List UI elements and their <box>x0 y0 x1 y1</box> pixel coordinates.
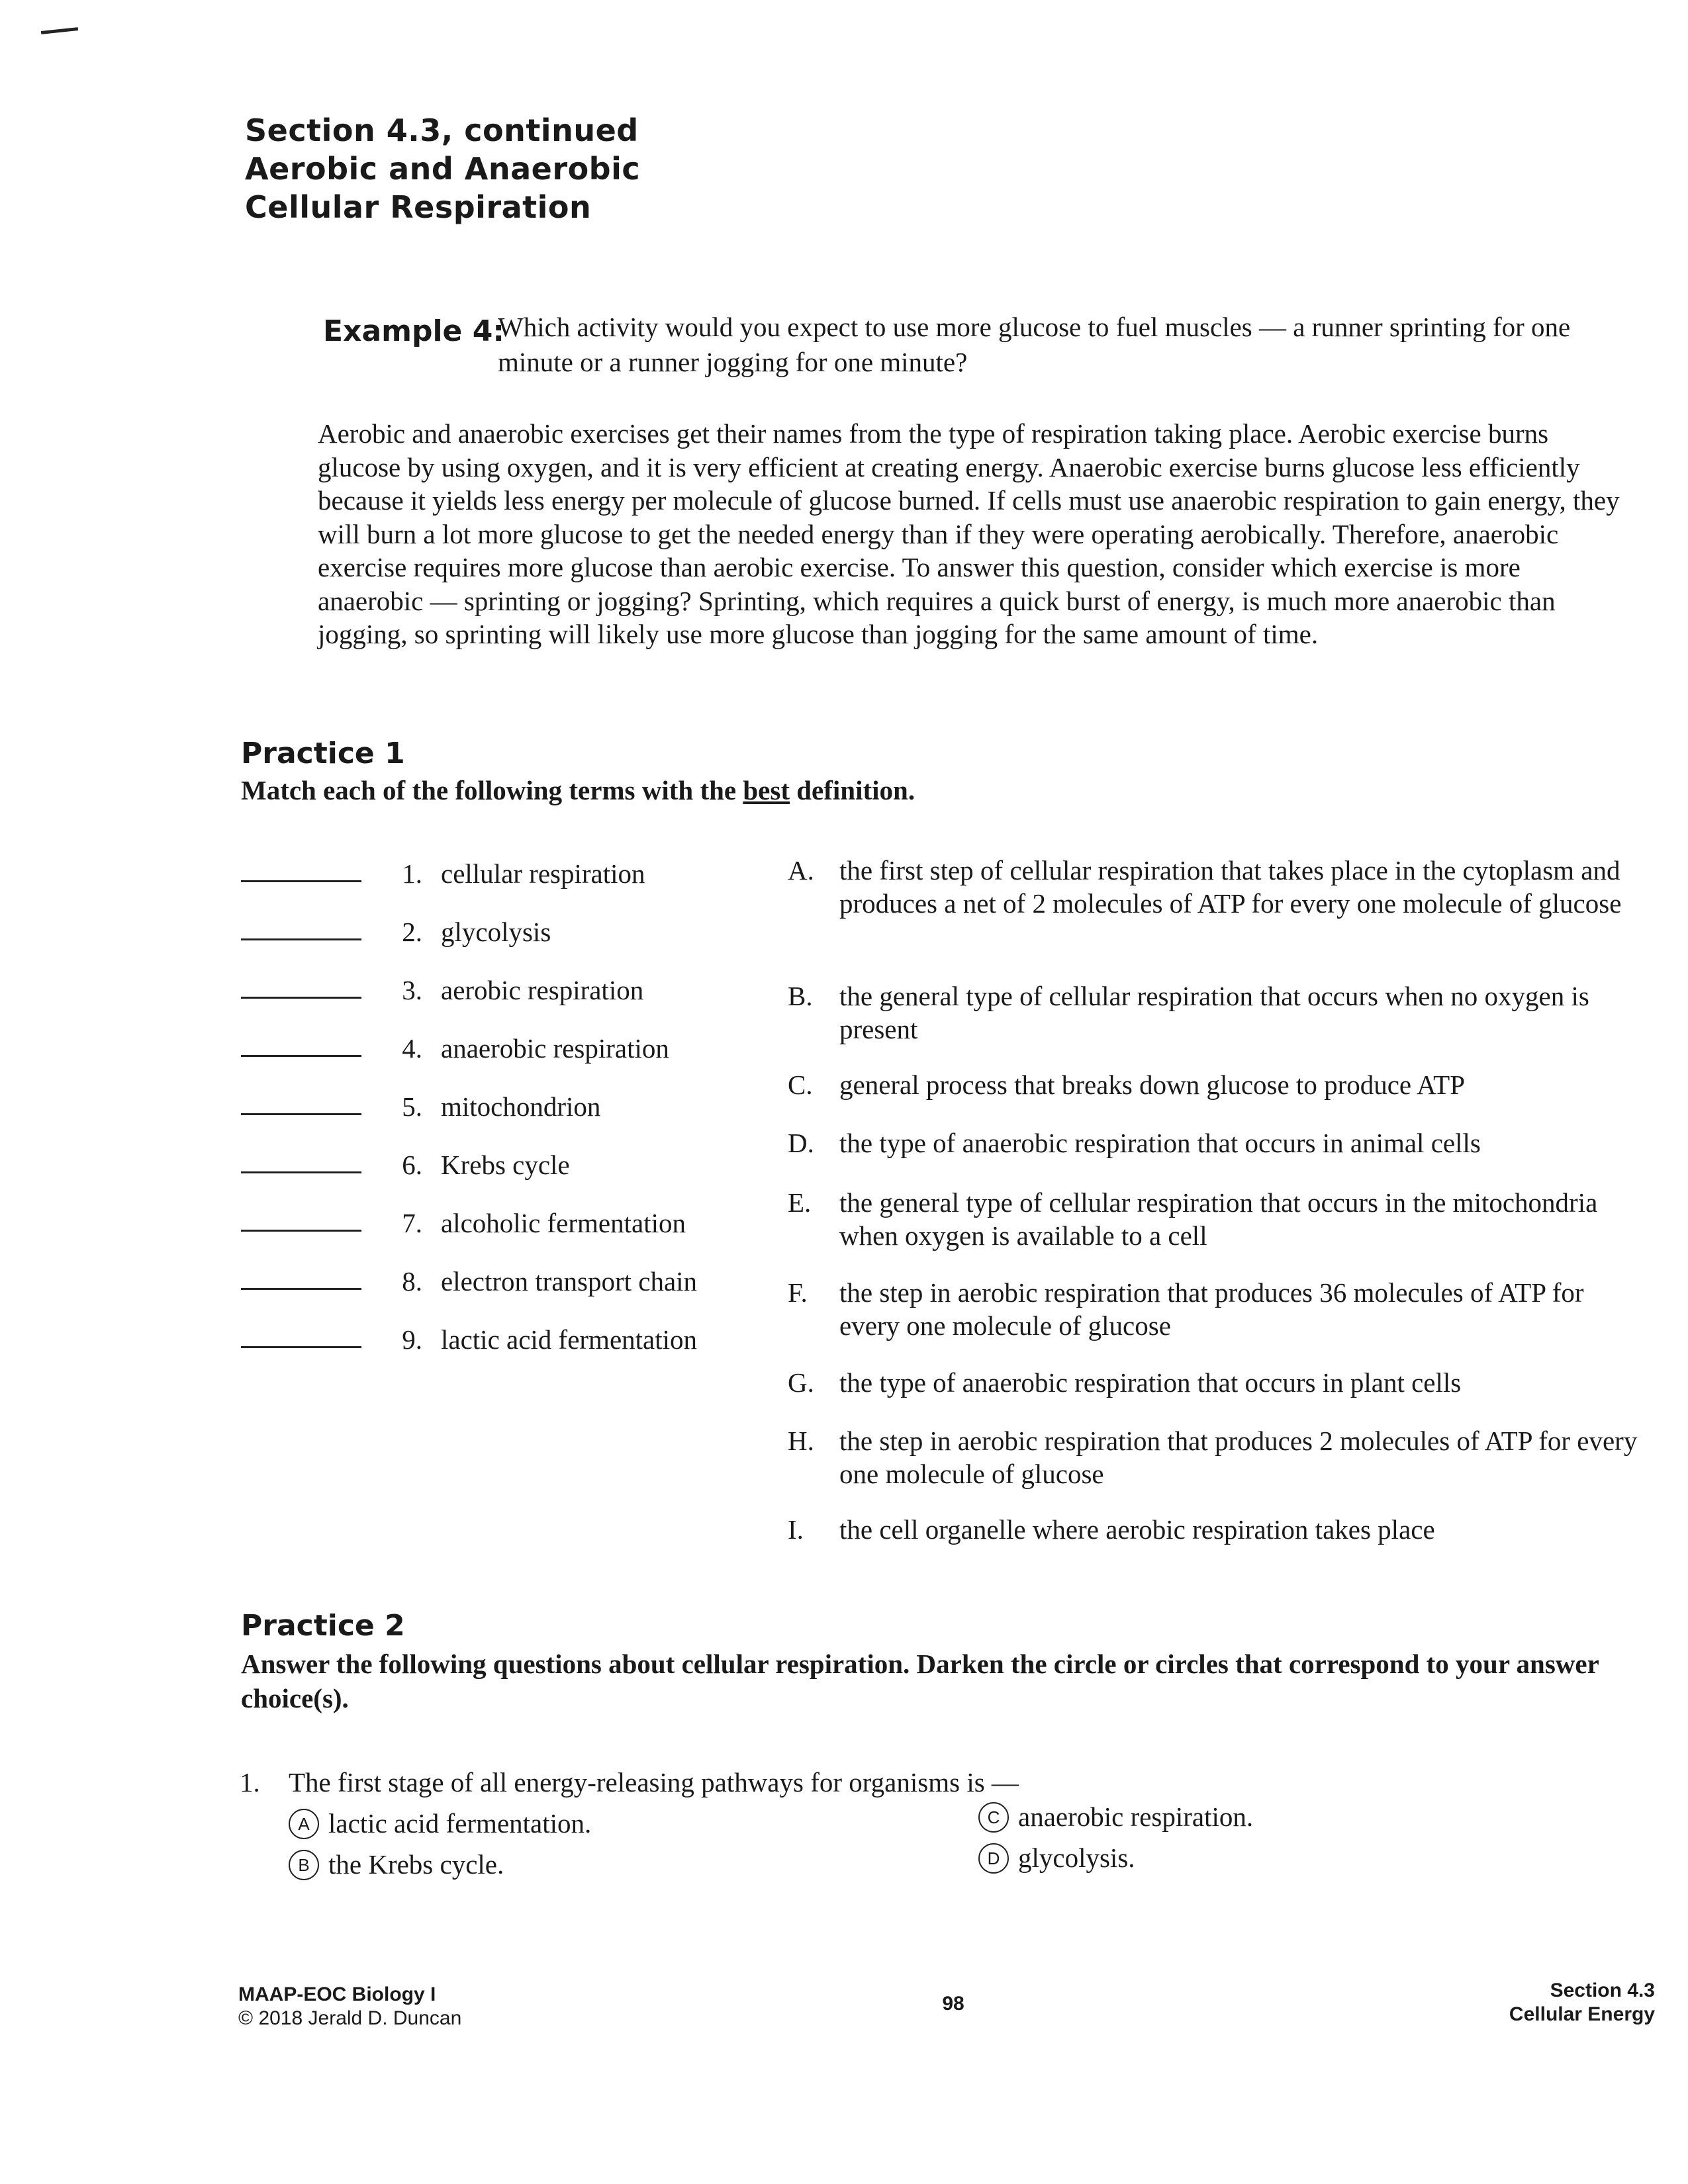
term-number: 5. <box>402 1091 422 1122</box>
term-row <box>241 1320 784 1359</box>
option-b[interactable] <box>289 1846 504 1883</box>
term-row <box>241 970 784 1010</box>
option-text: the Krebs cycle. <box>328 1849 504 1880</box>
scan-mark <box>41 27 78 34</box>
definition-letter: D. <box>788 1128 814 1158</box>
bubble-b-icon[interactable]: B <box>289 1850 319 1880</box>
term-number: 4. <box>402 1033 422 1064</box>
section-header <box>245 111 640 226</box>
term-number: 1. <box>402 858 422 889</box>
answer-blank[interactable] <box>241 1230 361 1232</box>
footer-right <box>1456 1979 1655 2026</box>
definition-text: general process that breaks down glucose to produce ATP <box>839 1069 1466 1100</box>
instruction-post: definition. <box>789 775 915 805</box>
term-text: glycolysis <box>441 917 551 947</box>
term-row <box>241 854 784 893</box>
section-title-line1: Aerobic and Anaerobic <box>245 151 641 187</box>
option-d[interactable] <box>978 1840 1135 1876</box>
term-row <box>241 1145 784 1185</box>
example-question: Which activity would you expect to use more glucose to fuel muscles — a runner sprinting for one minute or a runner jogging for one minute? <box>498 312 1571 377</box>
definition-text: the first step of cellular respiration that takes place in the cytoplasm and produces a net of 2 molecules of ATP for every one molecule of glucose <box>839 855 1622 919</box>
definition-text: the type of anaerobic respiration that occurs in animal cells <box>839 1128 1481 1158</box>
term-row <box>241 912 784 952</box>
option-text: lactic acid fermentation. <box>328 1808 592 1839</box>
term-text: mitochondrion <box>441 1091 601 1122</box>
answer-blank[interactable] <box>241 1055 361 1057</box>
page-number: 98 <box>942 1993 964 2015</box>
term-row <box>241 1087 784 1126</box>
option-c[interactable] <box>978 1799 1253 1835</box>
term-text: alcoholic fermentation <box>441 1208 686 1238</box>
term-text: cellular respiration <box>441 858 645 889</box>
option-a[interactable] <box>289 1805 591 1842</box>
term-row <box>241 1028 784 1068</box>
answer-blank[interactable] <box>241 997 361 999</box>
definition-letter: I. <box>788 1514 804 1545</box>
practice1-instruction <box>241 773 915 807</box>
bubble-d-icon[interactable]: D <box>978 1843 1009 1874</box>
term-number: 9. <box>402 1324 422 1355</box>
term-text: Krebs cycle <box>441 1150 570 1180</box>
footer-left <box>238 1983 461 2030</box>
term-text: lactic acid fermentation <box>441 1324 698 1355</box>
practice2-instruction: Answer the following questions about cellular respiration. Darken the circle or circles that correspond to your answer choice(s). <box>241 1649 1599 1713</box>
definition-text: the general type of cellular respiration that occurs when no oxygen is present <box>839 981 1589 1044</box>
footer-copyright: © 2018 Jerald D. Duncan <box>238 2007 462 2029</box>
answer-blank[interactable] <box>241 880 361 882</box>
footer-course: MAAP-EOC Biology I <box>238 1983 436 2005</box>
footer-topic: Cellular Energy <box>1509 2003 1655 2025</box>
option-text: anaerobic respiration. <box>1018 1801 1254 1832</box>
term-number: 8. <box>402 1266 422 1297</box>
term-number: 3. <box>402 975 422 1005</box>
term-text: electron transport chain <box>441 1266 698 1297</box>
bubble-a-icon[interactable]: A <box>289 1809 319 1839</box>
term-row <box>241 1261 784 1301</box>
answer-blank[interactable] <box>241 1288 361 1290</box>
practice1-title: Practice 1 <box>241 737 405 770</box>
term-text: aerobic respiration <box>441 975 644 1005</box>
definition-text: the cell organelle where aerobic respiration takes place <box>839 1514 1435 1545</box>
term-row <box>241 1203 784 1243</box>
definition-letter: G. <box>788 1367 814 1398</box>
definition-letter: A. <box>788 855 814 886</box>
option-text: glycolysis. <box>1018 1843 1135 1873</box>
definition-letter: F. <box>788 1277 808 1308</box>
instruction-underlined: best <box>743 775 790 805</box>
definition-text: the general type of cellular respiration that occurs in the mitochondria when oxygen is available to a cell <box>839 1187 1598 1251</box>
term-number: 7. <box>402 1208 422 1238</box>
definition-letter: H. <box>788 1426 814 1456</box>
answer-blank[interactable] <box>241 1171 361 1173</box>
example-explanation: Aerobic and anaerobic exercises get their names from the type of respiration taking place. Aerobic exercise burns glucose by using oxygen, and it is very efficient at creating energy. Anaerobic exercise burns glucose less efficiently because it yields less energy per molecule of glucose burned. If cells must use anaerobic respiration to gain energy, they will burn a lot more glucose to get the needed energy than if they were operating aerobically. Therefore, anaerobic exercise requires more glucose than aerobic exercise. To answer this question, consider which exercise is more anaerobic — sprinting or jogging? Sprinting, which requires a quick burst of energy, is much more anaerobic than jogging, so sprinting will likely use more glucose than jogging for the same amount of time. <box>318 418 1620 649</box>
answer-blank[interactable] <box>241 938 361 940</box>
term-text: anaerobic respiration <box>441 1033 669 1064</box>
section-title-line2: Cellular Respiration <box>245 189 592 225</box>
answer-blank[interactable] <box>241 1113 361 1115</box>
question-number: 1. <box>240 1767 260 1797</box>
question-text: The first stage of all energy-releasing pathways for organisms is — <box>289 1767 1019 1797</box>
definition-text: the step in aerobic respiration that produces 36 molecules of ATP for every one molecule of glucose <box>839 1277 1584 1341</box>
term-number: 2. <box>402 917 422 947</box>
definition-text: the step in aerobic respiration that produces 2 molecules of ATP for every one molecule of glucose <box>839 1426 1638 1489</box>
bubble-c-icon[interactable]: C <box>978 1802 1009 1833</box>
definition-letter: E. <box>788 1187 812 1218</box>
section-number: Section 4.3, continued <box>245 113 639 148</box>
answer-blank[interactable] <box>241 1346 361 1348</box>
term-number: 6. <box>402 1150 422 1180</box>
practice2-title: Practice 2 <box>241 1609 405 1643</box>
definition-letter: B. <box>788 981 813 1011</box>
example-label: Example 4: <box>323 314 504 348</box>
definition-letter: C. <box>788 1069 813 1100</box>
footer-section: Section 4.3 <box>1550 1979 1655 2001</box>
instruction-pre: Match each of the following terms with the <box>241 775 743 805</box>
definition-text: the type of anaerobic respiration that occurs in plant cells <box>839 1367 1462 1398</box>
